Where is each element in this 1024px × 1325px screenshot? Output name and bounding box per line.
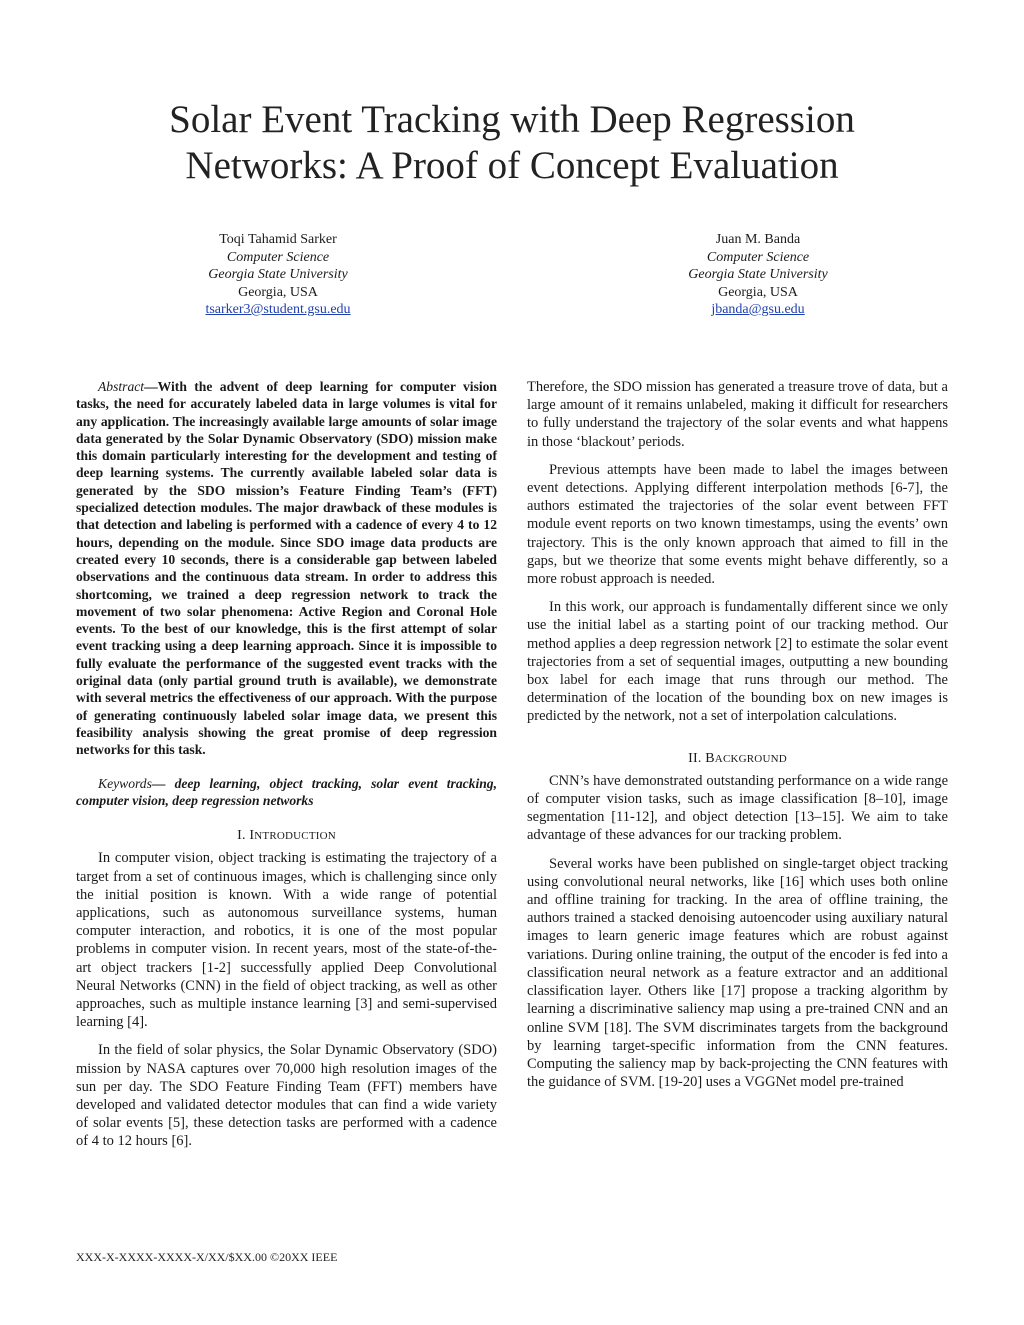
copyright-footer: XXX-X-XXXX-XXXX-X/XX/$XX.00 ©20XX IEEE	[76, 1250, 338, 1264]
abstract-text: —With the advent of deep learning for computer vision tasks, the need for accurately labeled data in large volumes is vital for any application. The increasingly available large amounts of solar image data generated by the Solar Dynamic Observatory (SDO) mission make this domain particularly interesting for the development and testing of deep learning systems. The currently available labeled solar data is generated by the SDO mission’s Feature Finding Team’s (FFT) specialized detection modules. The major drawback of these modules is that detection and labeling is performed with a cadence of every 4 to 12 hours, depending on the module. Since SDO image data products are created every 10 seconds, there is a considerable gap between labeled observations and the continuous data stream. In order to address this shortcoming, we trained a deep regression network to track the movement of two solar phenomena: Active Region and Coronal Hole events. To the best of our knowledge, this is the first attempt of solar event tracking using a deep learning approach. Since it is impossible to fully evaluate the performance of the suggested event tracks with the original data (only partial ground truth is available), we demonstrate with several metrics the effectiveness of our approach. With the purpose of generating continuously labeled solar image data, we present this feasibility analysis showing the great promise of deep regression networks for this task.	[76, 379, 497, 758]
author-location: Georgia, USA	[238, 284, 318, 300]
left-column	[76, 378, 497, 1151]
author-university: Georgia State University	[688, 267, 828, 282]
author-dept: Computer Science	[226, 249, 330, 265]
section-heading-background: II. BACKGROUND	[688, 750, 787, 766]
author-location: Georgia, USA	[718, 284, 798, 300]
paragraph: Previous attempts have been made to label the images between event detections. Applying different interpolation methods [6-7], the authors estimated the trajectories of the solar event between FFT module event reports on two known timestamps, using the events’ own trajectory. This is the only known approach that aimed to fill in the gaps, but we theorize that some events might behave differently, so a more robust approach is needed.	[527, 461, 948, 588]
section-heading-introduction: I. INTRODUCTION	[237, 828, 336, 844]
paragraph: CNN’s have demonstrated outstanding performance on a wide range of computer vision tasks, such as image classification [8–10], image segmentation [11-12], and object detection [13–15]. We aim to take advantage of these advances for our tracking problem.	[527, 772, 948, 844]
keywords-label: Keywords	[98, 775, 152, 791]
author-email-link[interactable]: tsarker3@student.gsu.edu	[205, 302, 351, 317]
paragraph: Therefore, the SDO mission has generated a treasure trove of data, but a large amount of it remains unlabeled, making it difficult for researchers to fully understand the trajectory of the solar events and what happens in those ‘blackout’ periods.	[527, 379, 948, 450]
paragraph: In computer vision, object tracking is estimating the trajectory of a target from a set of continuous images, which is challenging since only the initial position is known. With a wide range of potential applications, such as autonomous surveillance systems, human computer interaction, and robotics, it is one of the most popular problems in computer vision. In recent years, most of the state-of-the-art object trackers [1-2] successfully applied Deep Convolutional Neural Networks (CNN) in the field of object tracking, as well as other approaches, such as multiple instance learning [3] and semi-supervised learning [4].	[76, 850, 497, 1031]
paragraph: In the field of solar physics, the Solar Dynamic Observatory (SDO) mission by NASA captures over 70,000 high resolution images of the sun per day. The SDO Feature Finding Team (FFT) members have developed and validated detector modules that can find a wide variety of solar events [5], these detection tasks are performed with a cadence of 4 to 12 hours [6].	[76, 1042, 497, 1150]
right-column	[527, 378, 948, 1091]
author-name: Juan M. Banda	[715, 232, 801, 247]
title-line-1: Solar Event Tracking with Deep Regression	[169, 98, 855, 141]
author-name: Toqi Tahamid Sarker	[219, 232, 337, 247]
keywords	[76, 775, 497, 810]
author-block-2	[598, 231, 918, 319]
author-dept: Computer Science	[706, 249, 810, 265]
paragraph: In this work, our approach is fundamentally different since we only use the initial label as a starting point of our tracking method. Our method applies a deep regression network [2] to estimate the solar event trajectories from a set of sequential images, outputting a new bounding box label for each image that runs through our method. The determination of the location of the bounding box on new images is predicted by the network, not a set of interpolation calculations.	[527, 599, 948, 725]
paragraph: Several works have been published on single-target object tracking using convolutional neural networks, like [16] which uses both online and offline training for tracking. In the area of offline training, the authors trained a stacked denoising autoencoder using auxiliary natural images to learn generic image features which are robust against variations. During online training, the output of the encoder is fed into a classification neural network as a feature extractor and an additional classification layer. Others like [17] propose a tracking algorithm by learning a discriminative saliency map using a pre-trained CNN and an online SVM [18]. The SVM discriminates targets from the background by learning target-specific information from the CNN features. Computing the saliency map by back-projecting the CNN features with the guidance of SVM. [19-20] uses a VGGNet model pre-trained	[527, 855, 948, 1091]
author-block-1	[118, 231, 438, 319]
keywords-text: — deep learning, object tracking, solar event tracking, computer vision, deep regression networks	[76, 775, 497, 808]
abstract	[76, 378, 497, 759]
author-email-link[interactable]: jbanda@gsu.edu	[711, 302, 805, 317]
author-university: Georgia State University	[208, 267, 348, 282]
paper-title	[0, 97, 1024, 189]
title-line-2: Networks: A Proof of Concept Evaluation	[185, 144, 839, 187]
abstract-label: Abstract	[98, 379, 145, 394]
